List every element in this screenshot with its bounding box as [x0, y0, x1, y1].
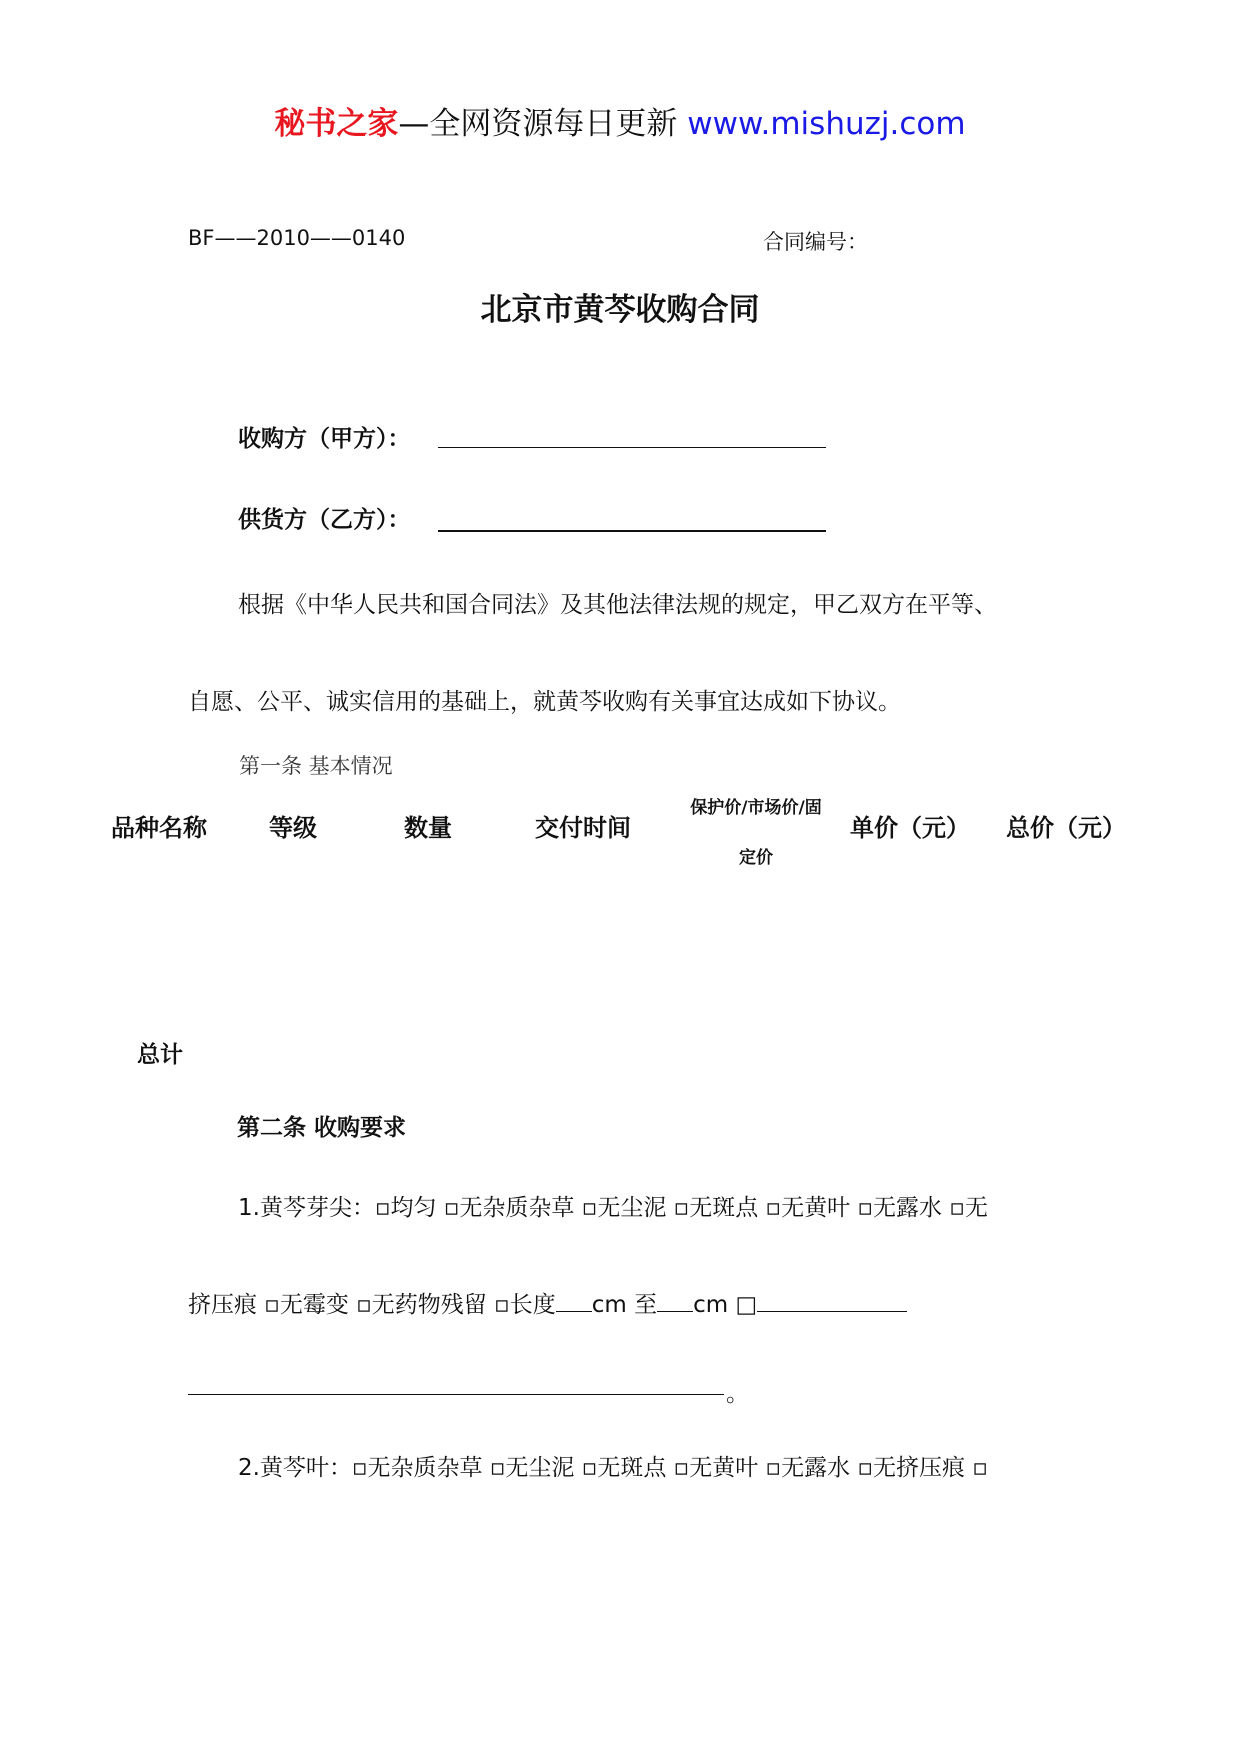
- item-1-line-2-text: 挤压痕 ▫无霉变 ▫无药物残留 ▫长度: [188, 1292, 556, 1318]
- site-banner: [0, 102, 1240, 146]
- header-grade: 等级: [269, 814, 317, 842]
- item-1-line-1: 1.黄芩芽尖：▫均匀 ▫无杂质杂草 ▫无尘泥 ▫无斑点 ▫无黄叶 ▫无露水 ▫无: [238, 1195, 988, 1221]
- contract-title: 北京市黄芩收购合同: [480, 292, 760, 328]
- header-unit-price: 单价（元）: [850, 814, 970, 842]
- price-type-line-2: 定价: [739, 848, 773, 868]
- intro-line-1: 根据《中华人民共和国合同法》及其他法律法规的规定，甲乙双方在平等、: [238, 592, 997, 618]
- supplier-blank-line[interactable]: [438, 530, 826, 532]
- item-1-end-period: 。: [726, 1381, 749, 1407]
- total-row-label: 总计: [137, 1042, 183, 1068]
- header-quantity: 数量: [404, 814, 452, 842]
- length-min-blank[interactable]: [556, 1289, 592, 1312]
- buyer-label: 收购方（甲方）：: [238, 426, 411, 452]
- site-tagline: —全网资源每日更新: [398, 106, 678, 142]
- article-2-heading: 第二条 收购要求: [237, 1115, 407, 1141]
- document-code: BF——2010——0140: [188, 226, 406, 250]
- item-1-unit-to: cm 至: [591, 1292, 658, 1318]
- header-total-price: 总价（元）: [1006, 814, 1126, 842]
- buyer-blank-line[interactable]: [438, 447, 826, 448]
- item-1-unit-other: cm □: [693, 1292, 758, 1318]
- article-1-heading: 第一条 基本情况: [239, 754, 393, 778]
- price-type-line-1: 保护价/市场价/固: [690, 798, 822, 818]
- other-requirement-blank[interactable]: [757, 1289, 907, 1312]
- contract-number-label: 合同编号：: [763, 230, 868, 254]
- site-name: 秘书之家: [274, 106, 399, 142]
- intro-line-2: 自愿、公平、诚实信用的基础上，就黄芩收购有关事宜达成如下协议。: [188, 689, 901, 715]
- item-1-line-2: [188, 1286, 907, 1319]
- supplier-label: 供货方（乙方）：: [238, 507, 411, 533]
- item-2-line-1: 2.黄芩叶：▫无杂质杂草 ▫无尘泥 ▫无斑点 ▫无黄叶 ▫无露水 ▫无挤压痕 ▫: [238, 1455, 988, 1481]
- item-1-continuation-blank[interactable]: [188, 1374, 724, 1395]
- header-variety-name: 品种名称: [111, 814, 207, 842]
- header-price-type: [676, 783, 836, 883]
- header-delivery-time: 交付时间: [535, 814, 631, 842]
- length-max-blank[interactable]: [657, 1289, 693, 1312]
- site-url-link[interactable]: www.mishuzj.com: [687, 106, 966, 142]
